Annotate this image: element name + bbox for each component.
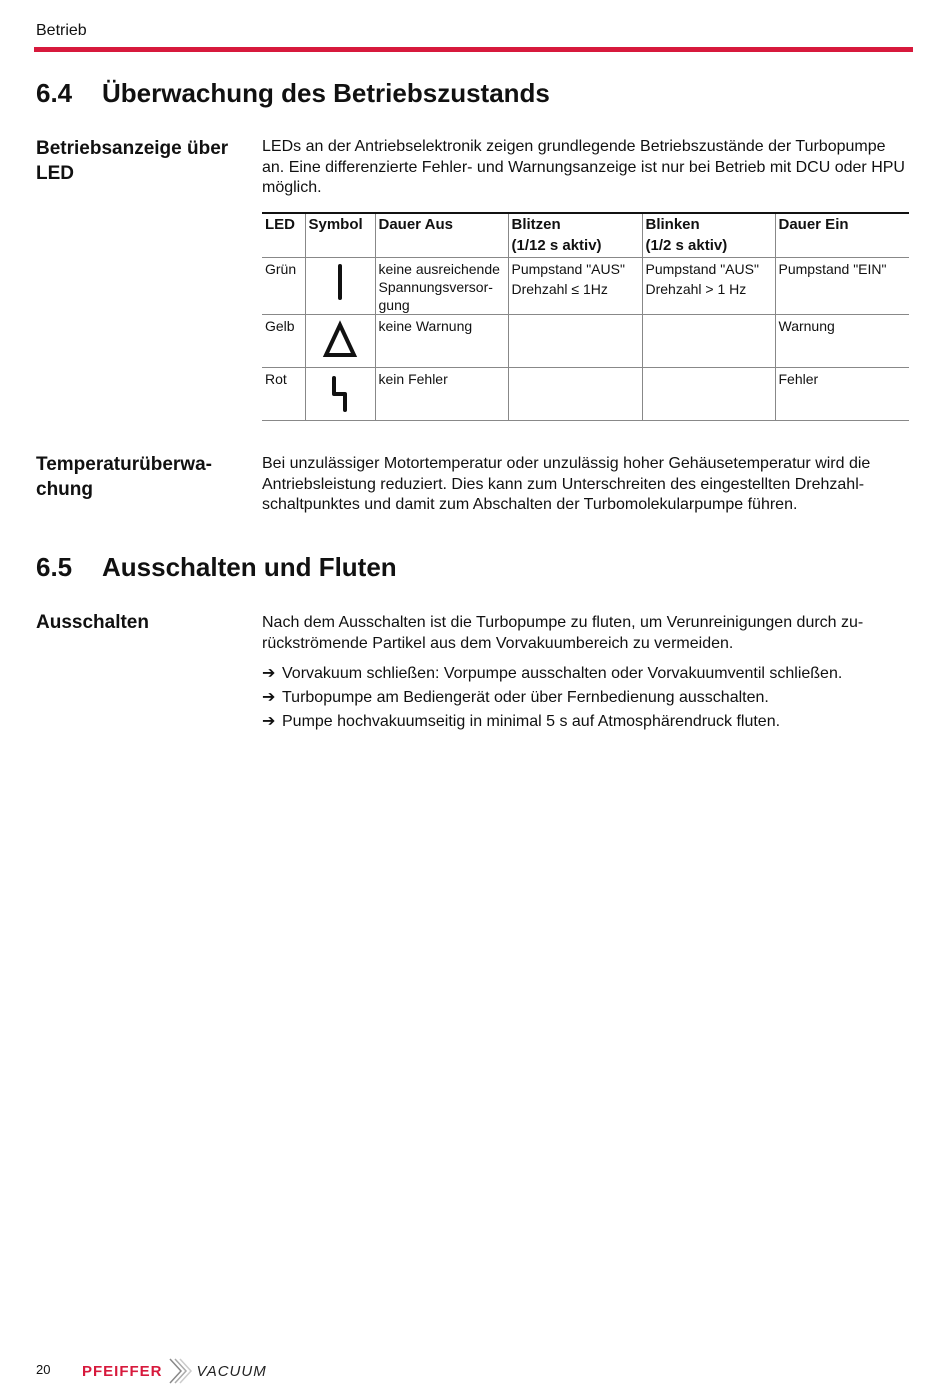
- temperature-paragraph: Bei unzulässiger Motortemperatur oder unzulässig hoher Gehäusetemperatur wird die Antriebsleistung reduziert. Dies kann zum Unterschreiten des eingestellten Drehzahl-schaltpunktes und damit zum Abschalten der Turbomolekularpumpe führen.: [262, 455, 871, 513]
- arrow-right-icon: ➔: [262, 713, 276, 730]
- section-title: Ausschalten und Fluten: [102, 552, 397, 582]
- list-item: ➔ Pumpe hochvakuumseitig in minimal 5 s auf Atmosphärendruck fluten.: [262, 710, 910, 734]
- section-heading-6-4: [36, 78, 550, 109]
- list-item: ➔ Turbopumpe am Bediengerät oder über Fernbedienung ausschalten.: [262, 686, 910, 710]
- table-row: [262, 315, 909, 368]
- logo-brand: PFEIFFER: [82, 1362, 163, 1380]
- header-dauer-aus: Dauer Aus: [375, 213, 508, 236]
- blitzen-cell: [508, 315, 642, 368]
- arrow-right-icon: ➔: [262, 665, 276, 682]
- header-led: LED: [262, 213, 305, 236]
- header-dauer-ein: Dauer Ein: [775, 213, 909, 236]
- blitzen-cell: [508, 368, 642, 421]
- logo-vacuum: VACUUM: [196, 1362, 267, 1380]
- section-heading-6-5: [36, 552, 397, 583]
- blinken-cell: [642, 368, 775, 421]
- led-intro-paragraph: LEDs an der Antriebselektronik zeigen grundlegende Betriebszustände der Turbopumpe an. Eine differenzierte Fehler- und Warnungsanzeige ist nur bei Betrieb mit DCU oder HPU möglich.: [262, 138, 905, 196]
- pfeiffer-vacuum-logo: [82, 1356, 267, 1386]
- led-color: Grün: [262, 258, 305, 315]
- arrow-right-icon: ➔: [262, 689, 276, 706]
- blinken-cell: [642, 315, 775, 368]
- blinken-line: Pumpstand "AUS": [645, 261, 759, 277]
- page-number: 20: [36, 1362, 51, 1377]
- header-rule: [34, 47, 913, 52]
- error-lightning-icon: [325, 370, 355, 414]
- logo-mark-icon: [167, 1357, 193, 1385]
- table-row: [262, 368, 909, 421]
- warning-triangle-icon: [320, 317, 360, 361]
- blinken-line: Drehzahl > 1 Hz: [645, 281, 747, 297]
- header-blitzen: Blitzen: [508, 213, 642, 236]
- dauer-ein-cell: Fehler: [775, 368, 909, 421]
- header-symbol: Symbol: [305, 213, 375, 236]
- subheader-blinken: (1/2 s aktiv): [642, 236, 775, 258]
- dauer-ein-cell: Pumpstand "EIN": [775, 258, 909, 315]
- section-number: 6.5: [36, 552, 73, 582]
- dauer-aus-cell: keine Warnung: [375, 315, 508, 368]
- ausschalten-paragraph: Nach dem Ausschalten ist die Turbopumpe zu fluten, um Verunreinigungen durch zu-rückströmende Partikel aus dem Vorvakuumbereich zu vermeiden.: [262, 614, 864, 652]
- step-list: [262, 662, 910, 734]
- blitzen-line: Drehzahl ≤ 1Hz: [511, 281, 608, 297]
- blitzen-line: Pumpstand "AUS": [511, 261, 625, 277]
- vertical-bar-icon: [330, 260, 350, 302]
- side-heading-ausschalten: Ausschalten: [36, 612, 149, 633]
- subheader-blitzen: (1/12 s aktiv): [508, 236, 642, 258]
- table-row: [262, 258, 909, 315]
- side-heading-temperature: Temperaturüberwa-chung: [36, 454, 212, 500]
- dauer-aus-cell: keine ausreichende Spannungsversor-gung: [375, 258, 508, 315]
- dauer-aus-cell: kein Fehler: [375, 368, 508, 421]
- running-header: Betrieb: [36, 22, 87, 39]
- side-heading-led: Betriebsanzeige über LED: [36, 138, 229, 184]
- list-item: ➔ Vorvakuum schließen: Vorpumpe ausschalten oder Vorvakuumventil schließen.: [262, 662, 910, 686]
- led-color: Gelb: [262, 315, 305, 368]
- dauer-ein-cell: Warnung: [775, 315, 909, 368]
- led-status-table: [262, 212, 909, 421]
- section-number: 6.4: [36, 78, 73, 108]
- led-color: Rot: [262, 368, 305, 421]
- section-title: Überwachung des Betriebszustands: [102, 78, 550, 108]
- header-blinken: Blinken: [642, 213, 775, 236]
